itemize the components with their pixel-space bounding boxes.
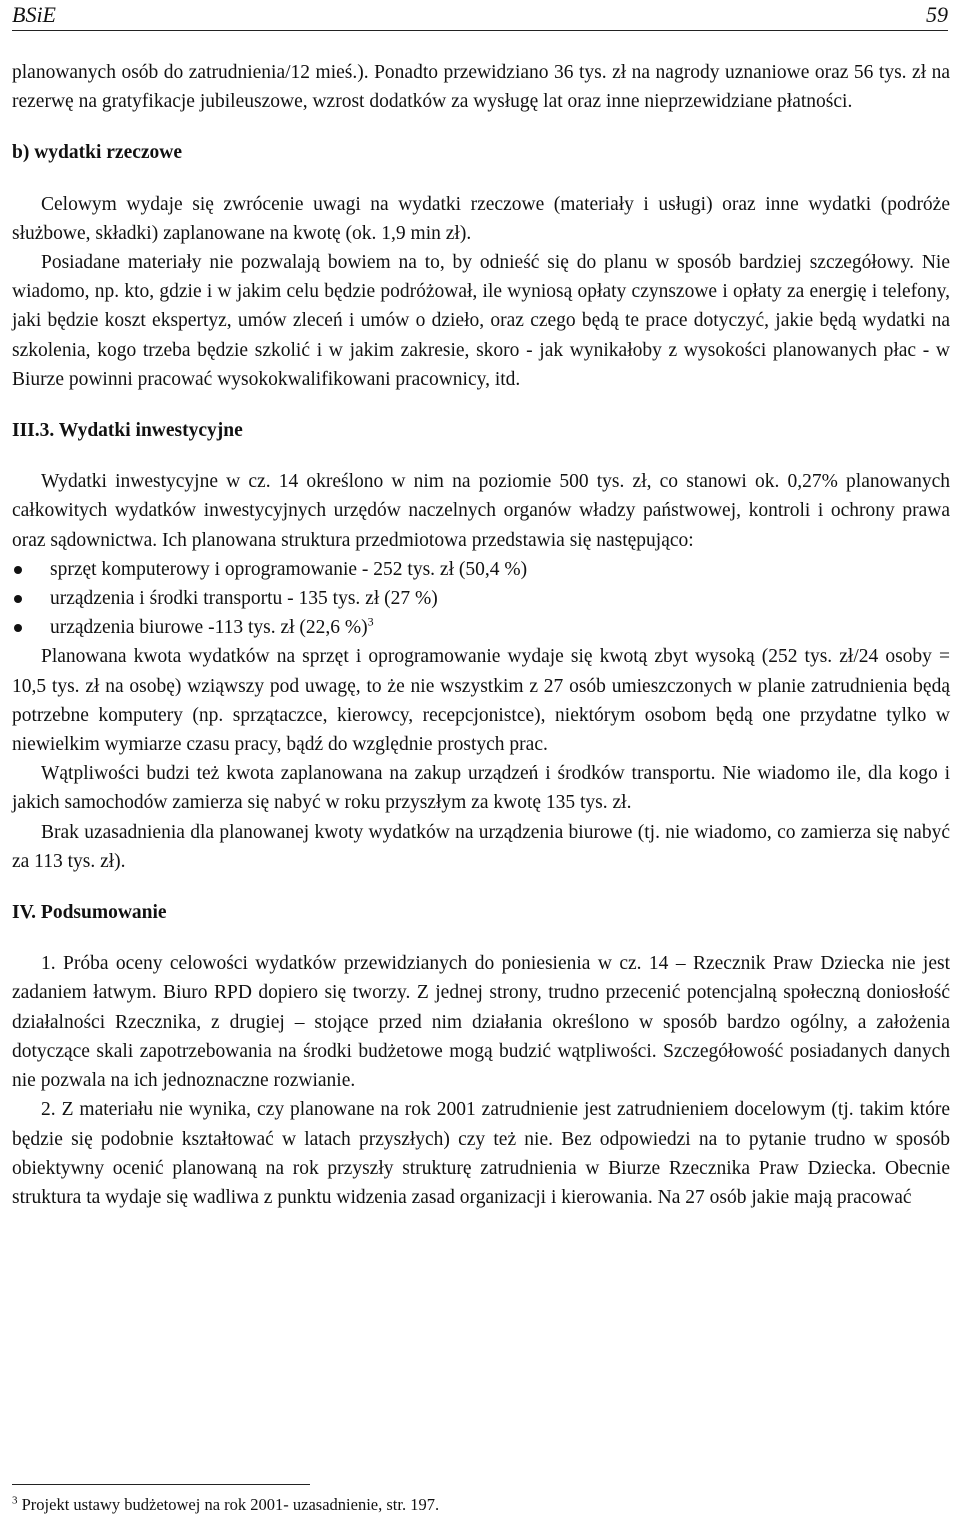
page-number: 59 bbox=[926, 2, 948, 27]
paragraph-investment: Wydatki inwestycyjne w cz. 14 określono w nim na poziomie 500 tys. zł, co stanowi ok. 0,27% planowanych całkowitych wydatków inwestycyjnych urzędów naczelnych organów władzy państwowej, kontroli i ochrony prawa oraz sądownictwa. Ich planowana struktura przedmiotowa przedstawia się następująco: bbox=[12, 471, 950, 551]
list-item bbox=[12, 555, 950, 584]
bullet-icon bbox=[14, 624, 22, 632]
footnote-number: 3 bbox=[12, 1494, 18, 1507]
footnote-reference[interactable]: 3 bbox=[367, 614, 374, 629]
journal-name: BSiE bbox=[12, 2, 56, 27]
page-header bbox=[12, 0, 948, 31]
footnote-divider bbox=[12, 1484, 310, 1485]
paragraph-transport-costs: Wątpliwości budzi też kwota zaplanowana na zakup urządzeń i środków transportu. Nie wiadomo ile, dla kogo i jakich samochodów zamierza się nabyć w roku przyszłym za kwotę 135 tys. zł. bbox=[12, 763, 950, 814]
list-item bbox=[12, 613, 950, 642]
paragraph-computer-costs: Planowana kwota wydatków na sprzęt i oprogramowanie wydaje się kwotą zbyt wysoką (252 tys. zł/24 osoby = 10,5 tys. zł na osobę) wziąwszy pod uwagę, to że nie wszystkim z 27 osób umieszczonych w planie zatrudnienia będą potrzebne komputery (np. sprzątaczce, kierowcy, recepcjonistce), niektórym osobom będą one przydatne tylko w niewielkim wymiarze czasu pracy, bądź do względnie prostych prac. bbox=[12, 646, 950, 756]
paragraph-office-equipment: Brak uzasadnienia dla planowanej kwoty wydatków na urządzenia biurowe (tj. nie wiadomo, co zamierza się nabyć za 113 tys. zł). bbox=[12, 821, 950, 872]
page-body bbox=[12, 58, 950, 1212]
bullet-icon bbox=[14, 566, 22, 574]
section-heading-b: b) wydatki rzeczowe bbox=[12, 142, 183, 164]
paragraph-material-expenses: Celowym wydaje się zwrócenie uwagi na wydatki rzeczowe (materiały i usługi) oraz inne wydatki (podróże służbowe, składki) zaplanowane na kwotę (ok. 1,9 min zł). bbox=[12, 193, 950, 244]
section-heading-iv: IV. Podsumowanie bbox=[12, 902, 167, 924]
list-item-text: urządzenia i środki transportu - 135 tys. zł (27 %) bbox=[50, 588, 438, 610]
list-item-text: sprzęt komputerowy i oprogramowanie - 252 tys. zł (50,4 %) bbox=[50, 558, 528, 580]
footnote bbox=[12, 1494, 439, 1516]
list-item bbox=[12, 584, 950, 613]
section-heading-iii-3: III.3. Wydatki inwestycyjne bbox=[12, 420, 243, 442]
paragraph-continuation: planowanych osób do zatrudnienia/12 mieś.). Ponadto przewidziano 36 tys. zł na nagrody uznaniowe oraz 56 tys. zł na rezerwę na gratyfikacje jubileuszowe, wzrost dodatków za wysługę lat oraz inne nieprzewidziane płatności. bbox=[12, 62, 950, 113]
list-item-text: urządzenia biurowe -113 tys. zł (22,6 %) bbox=[50, 617, 368, 639]
bullet-icon bbox=[14, 595, 22, 603]
investment-structure-list bbox=[12, 555, 950, 643]
footnote-text: Projekt ustawy budżetowej na rok 2001- uzasadnienie, str. 197. bbox=[21, 1495, 440, 1514]
paragraph-summary-1: 1. Próba oceny celowości wydatków przewidzianych do poniesienia w cz. 14 – Rzecznik Praw Dziecka nie jest zadaniem łatwym. Biuro RPD dopiero się tworzy. Z jednej strony, trudno przecenić potencjalną społeczną doniosłość działalności Rzecznika, z drugiej – stojące przed nim działania określono w sposób bardzo ogólny, a założenia dotyczące skali zapotrzebowania na środki budżetowe mogą budzić wątpliwości. Szczegółowość posiadanych danych nie pozwala na ich jednoznaczne rozwianie. bbox=[12, 953, 950, 1092]
paragraph-materials-detail: Posiadane materiały nie pozwalają bowiem na to, by odnieść się do planu w sposób bardziej szczegółowy. Nie wiadomo, np. kto, gdzie i w jakim celu będzie podróżował, ile wyniosą opłaty czynszowe i opłaty za energię i telefony, jaki będzie koszt ekspertyz, umów zleceń i umów o dzieło, oraz czego będą te prace dotyczyć, jakie będą wydatki na szkolenia, kogo trzeba będzie szkolić i w jakim zakresie, skoro - jak wynikałoby z wysokości planowanych płac - w Biurze powinni pracować wysokokwalifikowani pracownicy, itd. bbox=[12, 252, 950, 390]
paragraph-summary-2: 2. Z materiału nie wynika, czy planowane na rok 2001 zatrudnienie jest zatrudnieniem docelowym (tj. takim które będzie się podobnie kształtować w latach przyszłych) czy też nie. Bez odpowiedzi na to pytanie trudno w sposób obiektywny ocenić planowaną na rok przyszły strukturę zatrudnienia w Biurze Rzecznika Praw Dziecka. Obecnie struktura ta wydaje się wadliwa z punktu widzenia zasad organizacji i kierowania. Na 27 osób jakie mają pracować bbox=[12, 1099, 950, 1208]
